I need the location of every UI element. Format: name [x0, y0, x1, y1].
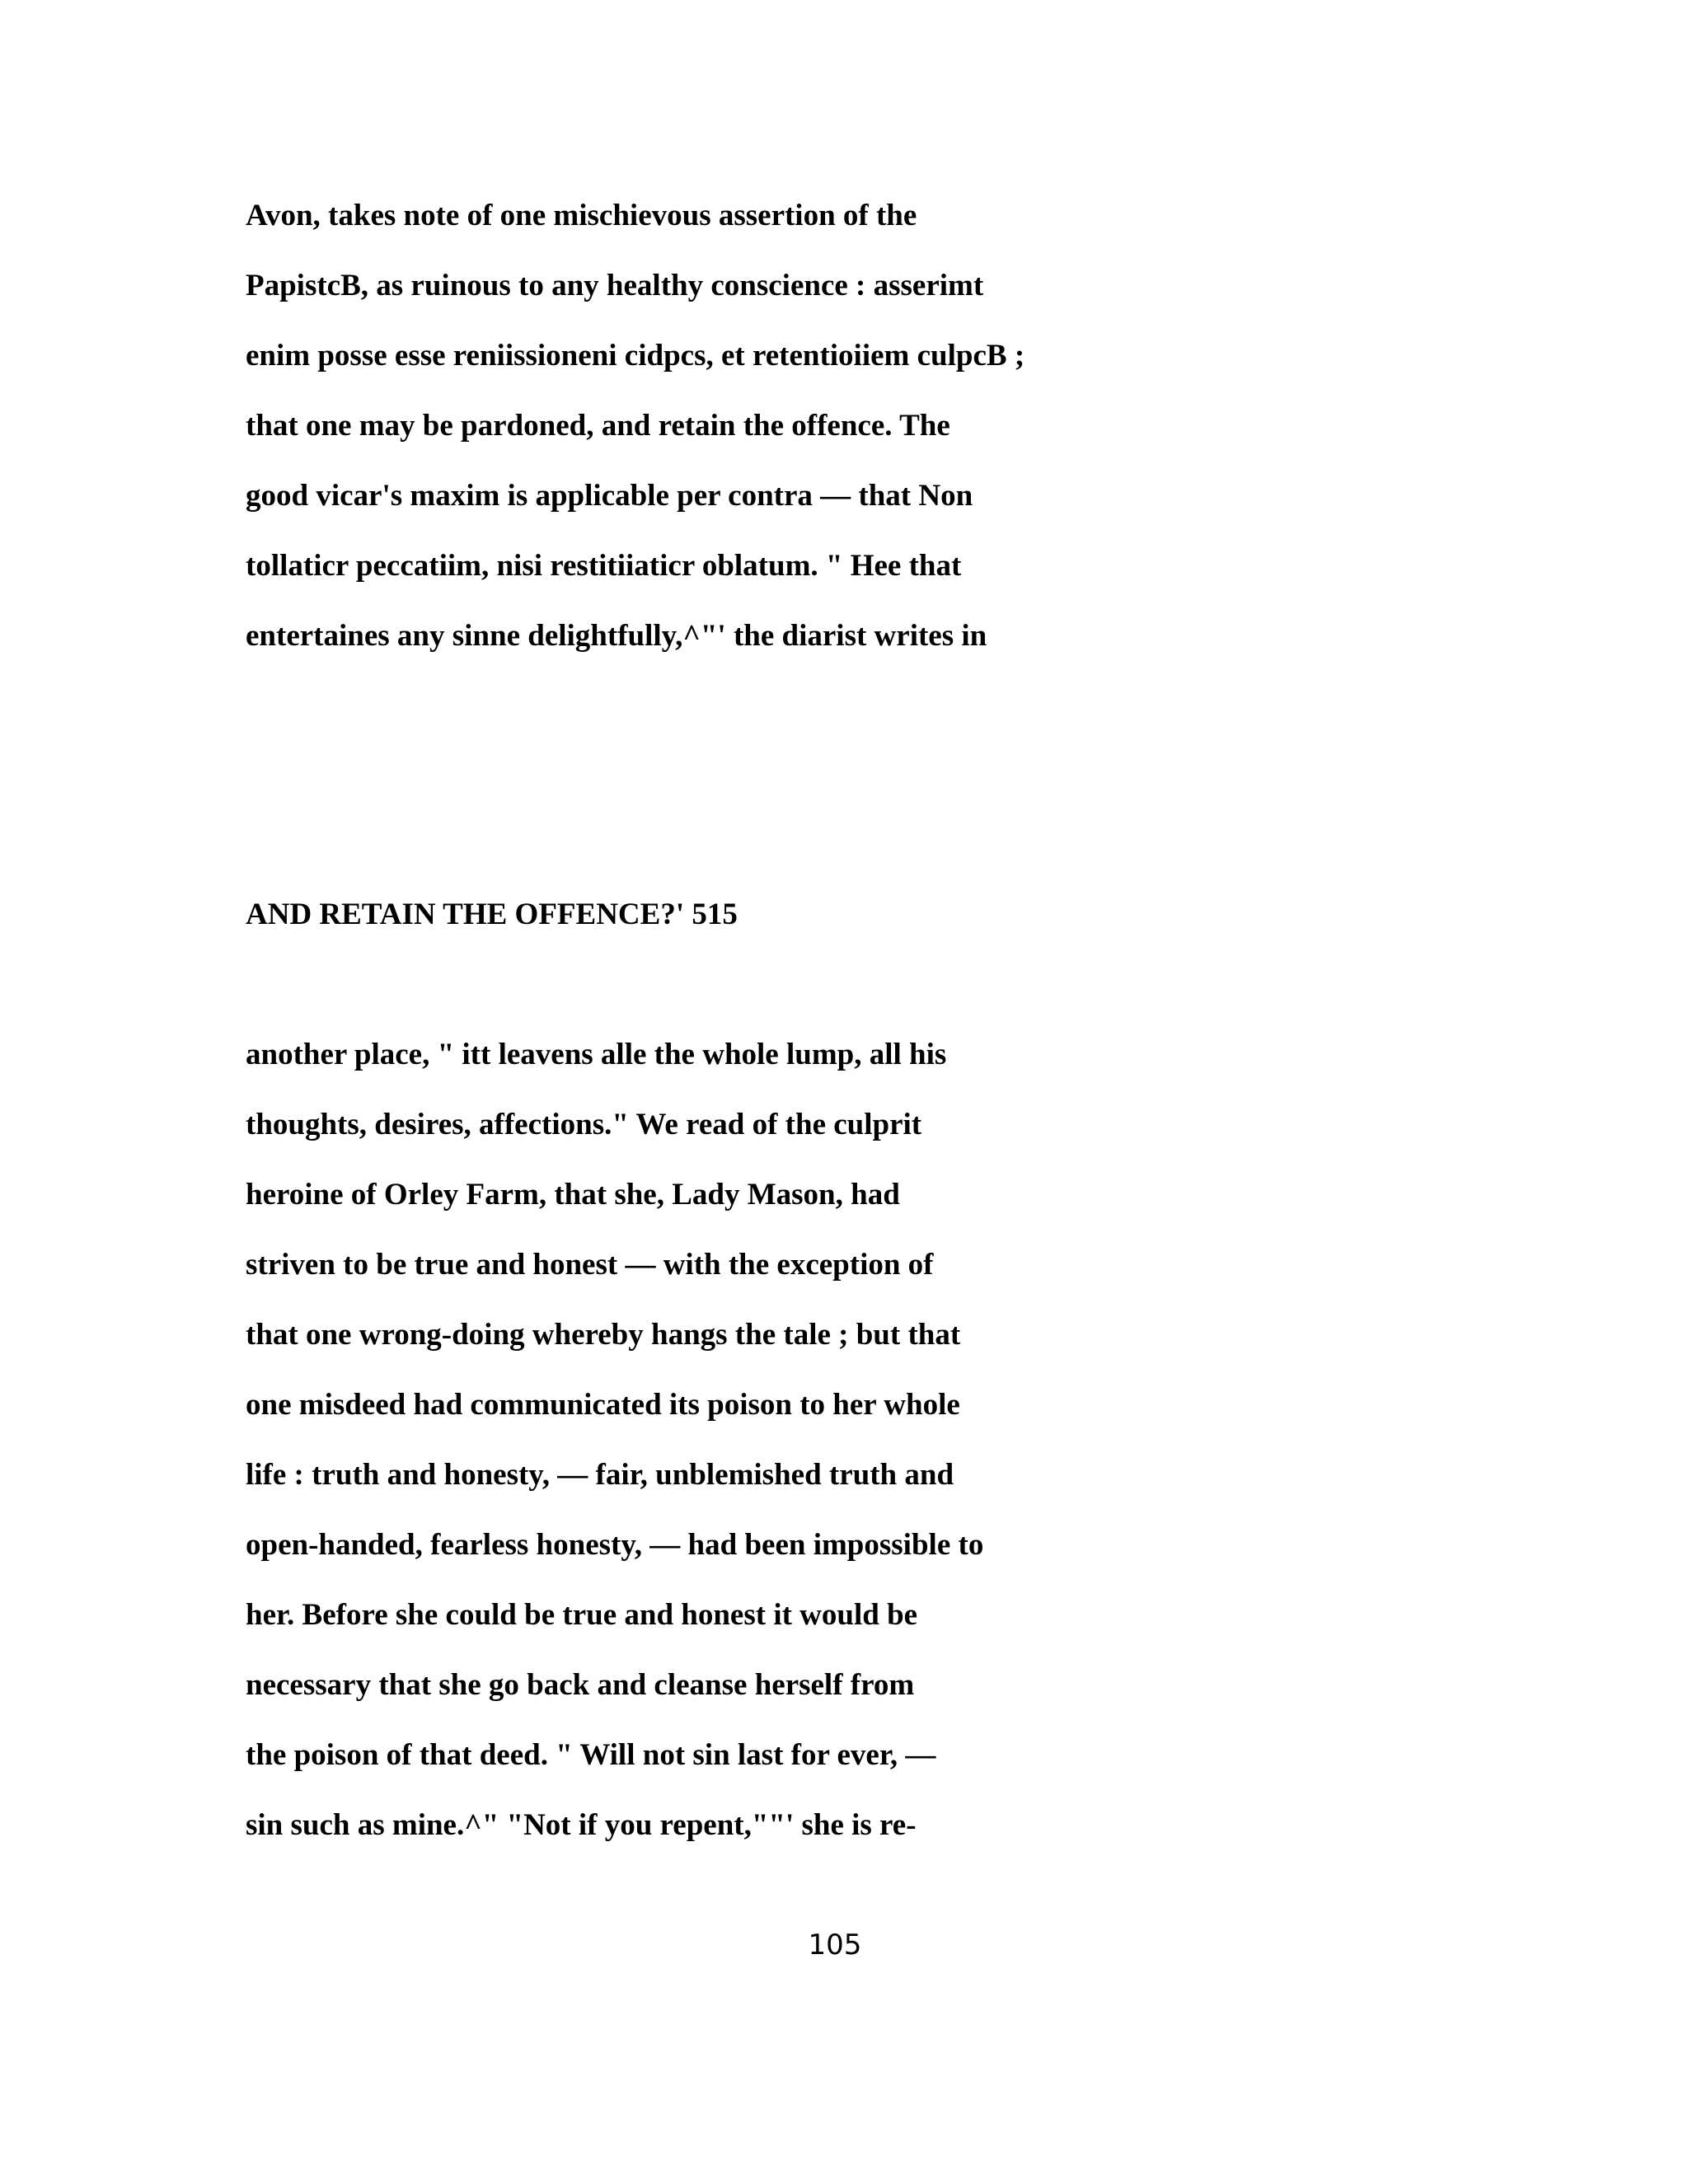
running-head-text: AND RETAIN THE OFFENCE?' 515: [246, 898, 738, 931]
paragraph-2: [246, 1019, 983, 1860]
running-head: [246, 879, 738, 949]
text-line: another place, " itt leavens alle the whole lump, all his: [246, 1038, 947, 1071]
text-line: tollaticr peccatiim, nisi restitiiaticr oblatum. " Hee that: [246, 549, 962, 583]
text-line: the poison of that deed. " Will not sin last for ever, —: [246, 1738, 936, 1772]
text-line: good vicar's maxim is applicable per contra — that Non: [246, 479, 973, 513]
text-line: open-handed, fearless honesty, — had been impossible to: [246, 1528, 984, 1562]
text-line: enim posse esse reniissioneni cidpcs, et retentioiiem culpcB ;: [246, 339, 1025, 373]
page-number: 105: [808, 1929, 862, 1961]
text-line: one misdeed had communicated its poison to her whole: [246, 1388, 960, 1422]
paragraph-1: [246, 180, 1025, 671]
text-line: that one may be pardoned, and retain the offence. The: [246, 409, 950, 443]
text-line: her. Before she could be true and honest it would be: [246, 1598, 918, 1632]
text-line: thoughts, desires, affections." We read of the culprit: [246, 1108, 922, 1141]
text-line: entertaines any sinne delightfully,^"' the diarist writes in: [246, 619, 987, 653]
text-line: that one wrong-doing whereby hangs the tale ; but that: [246, 1318, 961, 1352]
text-line: PapistcB, as ruinous to any healthy conscience : asserimt: [246, 269, 984, 302]
text-line: sin such as mine.^" "Not if you repent,""' she is re-: [246, 1808, 917, 1842]
text-line: Avon, takes note of one mischievous assertion of the: [246, 199, 917, 232]
text-line: life : truth and honesty, — fair, unblemished truth and: [246, 1458, 954, 1492]
text-line: heroine of Orley Farm, that she, Lady Mason, had: [246, 1178, 900, 1212]
text-line: necessary that she go back and cleanse herself from: [246, 1668, 915, 1702]
text-line: striven to be true and honest — with the exception of: [246, 1248, 934, 1282]
